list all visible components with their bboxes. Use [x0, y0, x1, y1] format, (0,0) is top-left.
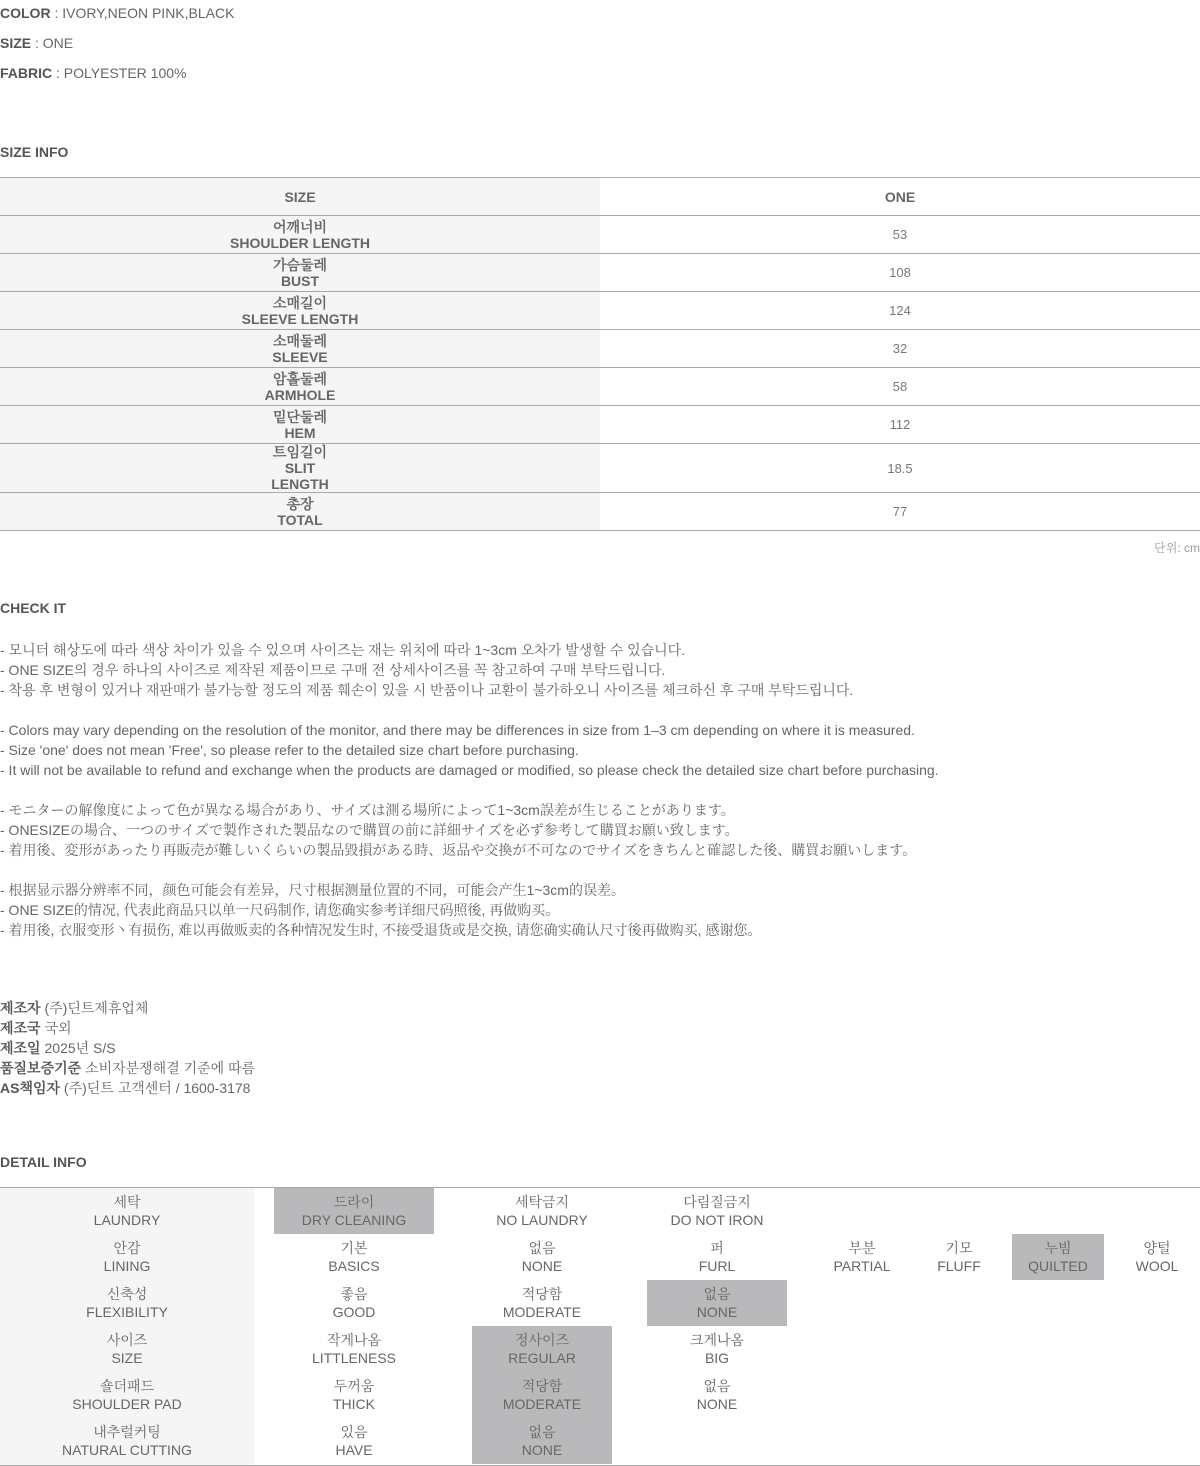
detail-option-en: DO NOT IRON — [670, 1212, 764, 1228]
size-row-label — [0, 254, 600, 292]
detail-option-selected — [647, 1280, 787, 1326]
size-row-label-en: SLEEVE LENGTH — [241, 310, 359, 327]
size-row-label — [0, 216, 600, 254]
detail-option-ko: 기모 — [945, 1240, 973, 1256]
size-row — [0, 406, 1200, 444]
size-row-label — [0, 330, 600, 368]
maker-row — [0, 998, 255, 1018]
detail-category-ko: 사이즈 — [106, 1332, 148, 1348]
maker-value: 국외 — [40, 1020, 72, 1036]
spec-fabric-value: : POLYESTER 100% — [52, 65, 187, 81]
size-row-label — [0, 493, 600, 531]
detail-option-ko: 좋음 — [340, 1286, 368, 1302]
detail-category-ko: 세탁 — [113, 1194, 141, 1210]
detail-option-en: BASICS — [328, 1258, 380, 1274]
size-row-value: 18.5 — [600, 444, 1200, 493]
spec-color-value: : IVORY,NEON PINK,BLACK — [50, 5, 235, 21]
detail-table — [0, 1187, 1200, 1466]
detail-option — [816, 1234, 908, 1280]
detail-option-en: PARTIAL — [833, 1258, 891, 1274]
detail-option — [472, 1234, 612, 1280]
size-row-label-ko: 총장 — [286, 495, 314, 512]
detail-option-selected-ko: 적당함 — [521, 1378, 563, 1394]
size-row — [0, 330, 1200, 368]
detail-option-ko: 작게나옴 — [326, 1332, 382, 1348]
size-row-label-en: ARMHOLE — [264, 386, 336, 403]
detail-option-selected — [472, 1372, 612, 1418]
note-ja-2: - ONESIZEの場合、一つのサイズで製作された製品なので購買の前に詳細サイズを必ず参考して購買お願い致します。 — [0, 822, 739, 838]
detail-category — [0, 1234, 254, 1280]
detail-option-en: MODERATE — [502, 1304, 582, 1320]
size-row-value: 58 — [600, 368, 1200, 406]
maker-label: 제조일 — [0, 1040, 41, 1056]
maker-label: 제조국 — [0, 1020, 41, 1036]
spec-fabric — [0, 65, 186, 81]
detail-option-selected-en: REGULAR — [508, 1350, 576, 1366]
detail-option — [472, 1188, 612, 1234]
size-row-label-en-line2: LENGTH — [271, 476, 329, 492]
detail-option-en: THICK — [333, 1396, 375, 1412]
maker-value: (주)딘트 고객센터 / 1600-3178 — [60, 1080, 251, 1096]
maker-info — [0, 998, 255, 1098]
detail-option-selected-ko: 누빔 — [1044, 1240, 1072, 1256]
detail-option-en: FURL — [698, 1258, 736, 1274]
spec-color — [0, 5, 234, 21]
size-table-header — [0, 178, 1200, 216]
detail-category — [0, 1188, 254, 1234]
detail-option-selected-en: NONE — [696, 1304, 738, 1320]
detail-option — [647, 1188, 787, 1234]
note-ko-1: - 모니터 해상도에 따라 색상 차이가 있을 수 있으며 사이즈는 재는 위치에 따라 1~3cm 오차가 발생할 수 있습니다. — [0, 642, 686, 658]
size-row-label — [0, 368, 600, 406]
size-row-label-ko: 밑단둘레 — [272, 408, 328, 425]
detail-option-selected — [274, 1188, 434, 1234]
detail-option-selected — [472, 1326, 612, 1372]
detail-option-ko: 없음 — [528, 1240, 556, 1256]
spec-color-label: COLOR — [0, 5, 51, 21]
detail-category — [0, 1326, 254, 1372]
detail-info-title: DETAIL INFO — [0, 1154, 87, 1170]
size-row-label-en: BUST — [280, 272, 320, 289]
detail-option-ko: 부분 — [848, 1240, 876, 1256]
detail-option — [472, 1280, 612, 1326]
detail-category — [0, 1280, 254, 1326]
note-ja-1: - モニターの解像度によって色が異なる場合があり、サイズは測る場所によって1~3cm誤差が生じることがあります。 — [0, 802, 735, 818]
note-zh-3: - 着用後, 衣服变形丶有损伤, 难以再做贩卖的各种情况发生时, 不接受退货或是交换, 请您确实确认尺寸後再做购买, 感谢您。 — [0, 922, 762, 938]
size-table — [0, 177, 1200, 531]
note-ko-2: - ONE SIZE의 경우 하나의 사이즈로 제작된 제품이므로 구매 전 상세사이즈를 꼭 참고하여 구매 부탁드립니다. — [0, 662, 666, 678]
detail-option-ko: 크게나옴 — [689, 1332, 745, 1348]
detail-option — [274, 1280, 434, 1326]
detail-category-en: NATURAL CUTTING — [62, 1442, 192, 1458]
detail-option-en: GOOD — [332, 1304, 376, 1320]
maker-value: 소비자분쟁해결 기준에 따름 — [81, 1060, 256, 1076]
size-row — [0, 216, 1200, 254]
size-row-label — [0, 292, 600, 330]
maker-label: AS책임자 — [0, 1080, 61, 1096]
spec-size-value: : ONE — [31, 35, 74, 51]
maker-label: 제조자 — [0, 1000, 41, 1016]
note-en-1: - Colors may vary depending on the resolution of the monitor, and there may be differences in size from 1–3 cm depending on where it is measured. — [0, 722, 915, 738]
detail-option — [274, 1372, 434, 1418]
size-row-label-en: TOTAL — [277, 511, 323, 528]
size-row-label-ko: 트임길이 — [272, 444, 328, 460]
size-row-value: 77 — [600, 493, 1200, 531]
detail-option — [274, 1418, 434, 1464]
detail-option — [274, 1234, 434, 1280]
size-row-label-ko: 소매둘레 — [272, 332, 328, 349]
size-row-value: 53 — [600, 216, 1200, 254]
detail-option-en: WOOL — [1135, 1258, 1179, 1274]
size-row-value: 32 — [600, 330, 1200, 368]
detail-option-en: LITTLENESS — [311, 1350, 397, 1366]
detail-option — [912, 1234, 1006, 1280]
size-row-label-ko: 소매길이 — [272, 294, 328, 311]
size-header-value: ONE — [600, 178, 1200, 216]
size-row — [0, 292, 1200, 330]
note-ko-3: - 착용 후 변형이 있거나 재판매가 불가능할 정도의 제품 훼손이 있을 시 반품이나 교환이 불가하오니 사이즈를 체크하신 후 구매 부탁드립니다. — [0, 682, 854, 698]
detail-option-en: FLUFF — [937, 1258, 981, 1274]
size-row — [0, 444, 1200, 493]
detail-option-selected — [1012, 1234, 1104, 1280]
maker-row — [0, 1078, 255, 1098]
size-row-value: 124 — [600, 292, 1200, 330]
detail-option-en: NO LAUNDRY — [496, 1212, 588, 1228]
detail-category — [0, 1372, 254, 1418]
size-row-label-en: HEM — [284, 424, 316, 441]
detail-option-selected-en: NONE — [521, 1442, 563, 1458]
spec-size — [0, 35, 73, 51]
detail-category-ko: 내추럴커팅 — [93, 1424, 161, 1440]
detail-category-en: SHOULDER PAD — [72, 1396, 182, 1412]
maker-row — [0, 1018, 255, 1038]
size-row-label-en: SHOULDER LENGTH — [230, 234, 370, 251]
maker-row — [0, 1038, 255, 1058]
size-info-title: SIZE INFO — [0, 144, 69, 160]
detail-option — [647, 1234, 787, 1280]
detail-option-selected-en: DRY CLEANING — [301, 1212, 407, 1228]
spec-size-label: SIZE — [0, 35, 32, 51]
detail-option-ko: 있음 — [340, 1424, 368, 1440]
detail-option-ko: 양털 — [1143, 1240, 1171, 1256]
detail-option-selected-en: MODERATE — [502, 1396, 582, 1412]
size-unit: 단위: cm — [1154, 541, 1200, 555]
note-ja-3: - 着用後、変形があったり再販売が難しいくらいの製品毀損がある時、返品や交換が不可なのでサイズをきちんと確認した後、購買お願いします。 — [0, 842, 917, 858]
detail-option-ko: 기본 — [340, 1240, 368, 1256]
size-row-label-ko: 어깨너비 — [272, 218, 328, 235]
check-it-notes — [0, 640, 939, 940]
detail-category-en: FLEXIBILITY — [86, 1304, 168, 1320]
check-it-title: CHECK IT — [0, 600, 67, 616]
size-row-label-en: SLIT — [284, 460, 316, 476]
size-row — [0, 368, 1200, 406]
detail-option — [1112, 1234, 1200, 1280]
detail-option-ko: 세탁금지 — [514, 1194, 570, 1210]
detail-category-en: LAUNDRY — [93, 1212, 161, 1228]
detail-option-ko: 두꺼움 — [333, 1378, 375, 1394]
note-zh-2: - ONE SIZE的情况, 代表此商品只以单一尺码制作, 请您确实参考详细尺码照後, 再做购买。 — [0, 902, 560, 918]
detail-category-en: LINING — [103, 1258, 151, 1274]
detail-option-selected — [472, 1418, 612, 1464]
maker-value: (주)딘트제휴업체 — [40, 1000, 149, 1016]
size-row-label-ko: 가슴둘레 — [272, 256, 328, 273]
detail-option-en: HAVE — [335, 1442, 373, 1458]
detail-option — [647, 1326, 787, 1372]
detail-option-selected-en: QUILTED — [1028, 1258, 1088, 1274]
size-row — [0, 493, 1200, 531]
detail-option-ko: 없음 — [703, 1378, 731, 1394]
detail-category-ko: 안감 — [113, 1240, 141, 1256]
size-row-value: 108 — [600, 254, 1200, 292]
maker-row — [0, 1058, 255, 1078]
size-row-label-en: SLEEVE — [272, 348, 328, 365]
detail-option — [274, 1326, 434, 1372]
spec-fabric-label: FABRIC — [0, 65, 53, 81]
size-row-label-ko: 암홀둘레 — [272, 370, 328, 387]
detail-category-ko: 신축성 — [106, 1286, 148, 1302]
detail-option-ko: 퍼 — [710, 1240, 724, 1256]
size-row-label — [0, 406, 600, 444]
size-row — [0, 254, 1200, 292]
detail-option — [647, 1372, 787, 1418]
note-en-3: - It will not be available to refund and exchange when the products are damaged or modified, so please check the detailed size chart before purchasing. — [0, 762, 939, 778]
note-zh-1: - 根据显示器分辨率不同，颜色可能会有差异，尺寸根据测量位置的不同，可能会产生1~3cm的误差。 — [0, 882, 625, 898]
size-row-label — [0, 444, 600, 493]
detail-option-en: BIG — [704, 1350, 730, 1366]
detail-category-en: SIZE — [111, 1350, 143, 1366]
detail-option-ko: 다림질금지 — [683, 1194, 751, 1210]
size-header-label: SIZE — [0, 178, 600, 216]
maker-value: 2025년 S/S — [40, 1040, 116, 1056]
detail-option-selected-ko: 없음 — [703, 1286, 731, 1302]
detail-option-selected-ko: 드라이 — [333, 1194, 375, 1210]
detail-category — [0, 1418, 254, 1464]
detail-option-ko: 적당함 — [521, 1286, 563, 1302]
detail-option-en: NONE — [521, 1258, 563, 1274]
note-en-2: - Size 'one' does not mean 'Free', so please refer to the detailed size chart before purchasing. — [0, 742, 579, 758]
maker-label: 품질보증기준 — [0, 1060, 82, 1076]
detail-option-selected-ko: 없음 — [528, 1424, 556, 1440]
detail-category-ko: 숄더패드 — [99, 1378, 155, 1394]
detail-option-selected-ko: 정사이즈 — [514, 1332, 570, 1348]
detail-option-en: NONE — [696, 1396, 738, 1412]
size-row-value: 112 — [600, 406, 1200, 444]
